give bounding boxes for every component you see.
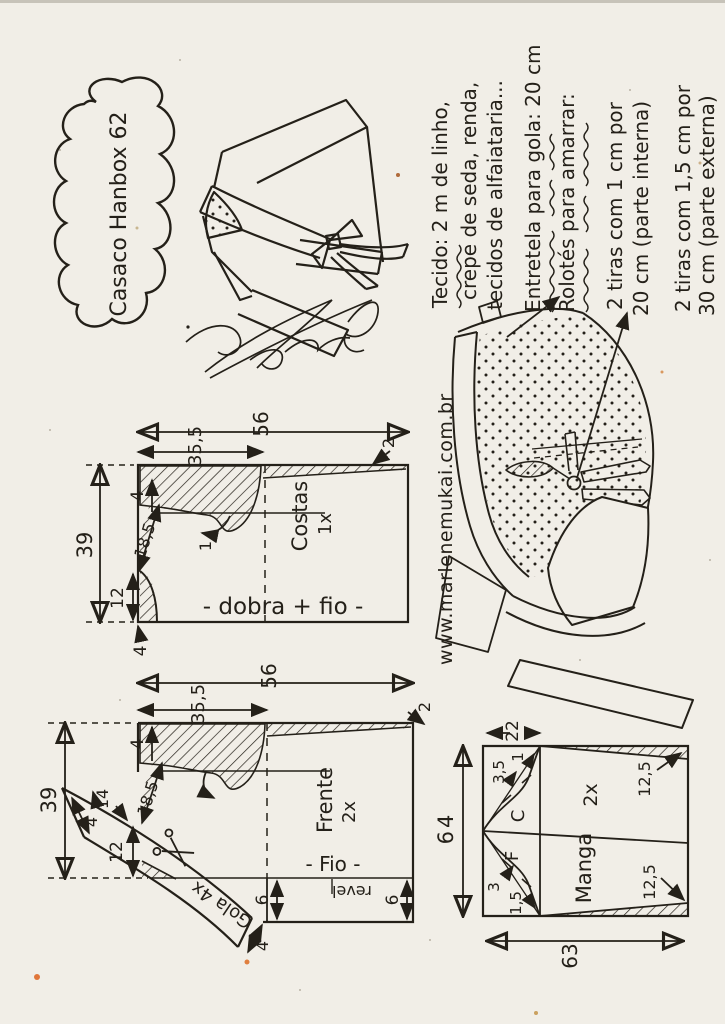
- costas-width: 56: [249, 411, 273, 437]
- costas-fold-grain-text: - dobra + fio -: [202, 594, 364, 620]
- manga-curve-back-1: 3,5: [490, 760, 508, 784]
- manga-label: Manga: [572, 832, 596, 904]
- frente-shoulder-drop: 4: [128, 738, 148, 750]
- costas-shoulder: 18,5: [130, 520, 160, 561]
- costas-qty: 1x: [315, 512, 336, 536]
- manga-curve-front-1: 3: [485, 882, 503, 892]
- manga-cap-height: 22: [503, 720, 523, 742]
- manga-cuff-bottom: 12,5: [640, 864, 659, 900]
- frente-grain-text: - Fio -: [305, 852, 361, 876]
- manga-width: 64: [434, 811, 458, 845]
- costas-shoulder-drop: 4: [128, 490, 148, 502]
- website-url: www.marlenemukai.com.br: [435, 393, 457, 665]
- frente-hem-right: 6: [383, 894, 403, 906]
- frente-facing-text: revel: [332, 882, 372, 901]
- frente-shoulder: 18,5: [133, 778, 163, 819]
- materials-line-6: 2 tiras com 1 cm por: [603, 102, 627, 310]
- pattern-title: Casaco Hanbox 62: [107, 111, 132, 317]
- signature-scribble: [186, 300, 378, 378]
- manga-back-mark: C: [508, 809, 529, 823]
- costas-label: Costas: [288, 480, 312, 552]
- frente-height: 39: [37, 786, 61, 814]
- materials-line-7: 20 cm (parte interna): [629, 100, 653, 316]
- frente-shoulder-hatch: [140, 724, 265, 789]
- materials-line-1: Tecido: 2 m de linho,: [428, 100, 452, 308]
- manga-qty: 2x: [580, 783, 602, 807]
- frente-front-drop: 12: [107, 841, 127, 863]
- materials-line-4: Entretela para gola: 20 cm: [521, 44, 545, 312]
- costas-hem-corner: 4: [131, 645, 151, 657]
- manga-front-mark: F: [502, 850, 523, 862]
- manga-curve-front-2: 1,5: [507, 891, 525, 915]
- costas-piece: [73, 411, 408, 656]
- gola-piece: [62, 788, 262, 952]
- frente-piece: [37, 663, 434, 952]
- frente-hem-rise: 2: [415, 701, 434, 713]
- manga-piece: [434, 720, 688, 969]
- frente-label: Frente: [313, 766, 337, 834]
- materials-line-5: Rolotés para amarrar:: [555, 93, 579, 312]
- costas-hem-rise: 2: [379, 437, 398, 449]
- gola-width-end: 4: [253, 940, 272, 952]
- materials-line-3: tecidos de alfaiataria...: [483, 80, 507, 310]
- materials-line-8: 2 tiras com 1,5 cm por: [671, 85, 695, 312]
- frente-fold-width: 35,5: [188, 683, 209, 725]
- frente-qty: 2x: [339, 800, 360, 824]
- frente-hem-left: 6: [253, 894, 273, 906]
- manga-cuff-top: 12,5: [635, 761, 654, 797]
- manga-curve-back-2: 1: [509, 752, 527, 762]
- title-bubble: [54, 78, 174, 327]
- assembly-detail: [436, 301, 693, 728]
- frente-tie-pos: 14: [93, 788, 112, 810]
- materials-line-9: 30 cm (parte externa): [695, 95, 719, 316]
- costas-fold-width: 35,5: [185, 425, 206, 467]
- shoulder-hatch: [140, 466, 261, 531]
- manga-length: 63: [558, 943, 582, 969]
- materials-line-2: crepe de seda, renda,: [457, 81, 481, 300]
- gola-width-start: 4: [82, 816, 101, 828]
- costas-height: 39: [73, 531, 97, 559]
- gola-label: Gola 4x: [187, 876, 257, 933]
- scissors-icon: [152, 828, 198, 872]
- costas-ease: 1: [196, 540, 215, 552]
- costas-neck-depth: 12: [108, 587, 128, 609]
- bow-tie: [312, 220, 408, 289]
- frente-width: 56: [257, 663, 281, 689]
